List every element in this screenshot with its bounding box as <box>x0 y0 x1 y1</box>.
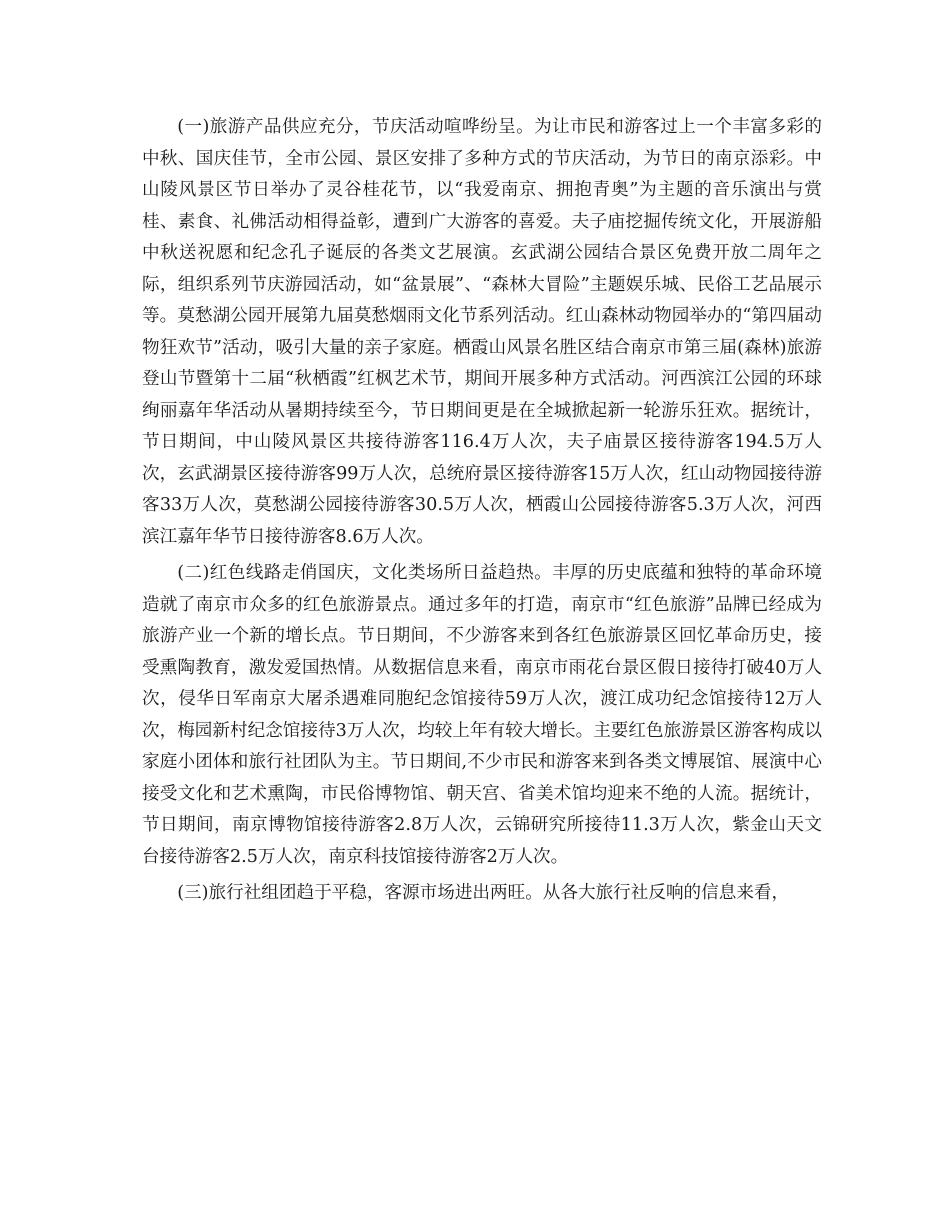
paragraph-festival-activities: (一)旅游产品供应充分，节庆活动喧哗纷呈。为让市民和游客过上一个丰富多彩的中秋、国庆佳节，全市公园、景区安排了多种方式的节庆活动，为节日的南京添彩。中山陵风景区节日举办了灵谷桂花节，以“我爱南京、拥抱青奥”为主题的音乐演出与赏桂、素食、礼佛活动相得益彰，遭到广大游客的喜爱。夫子庙挖掘传统文化，开展游船中秋送祝愿和纪念孔子诞辰的各类文艺展演。玄武湖公园结合景区免费开放二周年之际，组织系列节庆游园活动，如“盆景展”、“森林大冒险”主题娱乐城、民俗工艺品展示等。莫愁湖公园开展第九届莫愁烟雨文化节系列活动。红山森林动物园举办的“第四届动物狂欢节”活动，吸引大量的亲子家庭。栖霞山风景名胜区结合南京市第三届(森林)旅游登山节暨第十二届“秋栖霞”红枫艺术节，期间开展多种方式活动。河西滨江公园的环球绚丽嘉年华活动从暑期持续至今，节日期间更是在全城掀起新一轮游乐狂欢。据统计，节日期间，中山陵风景区共接待游客116.4万人次，夫子庙景区接待游客194.5万人次，玄武湖景区接待游客99万人次，总统府景区接待游客15万人次，红山动物园接待游客33万人次，莫愁湖公园接待游客30.5万人次，栖霞山公园接待游客5.3万人次，河西滨江嘉年华节日接待游客8.6万人次。 <box>142 117 822 547</box>
paragraph-travel-agencies: (三)旅行社组团趋于平稳，客源市场进出两旺。从各大旅行社反响的信息来看， <box>177 883 790 903</box>
document-body <box>142 112 822 915</box>
paragraph-red-tourism: (二)红色线路走俏国庆，文化类场所日益趋热。丰厚的历史底蕴和独特的革命环境造就了南京市众多的红色旅游景点。通过多年的打造，南京市“红色旅游”品牌已经成为旅游产业一个新的增长点。节日期间，不少游客来到各红色旅游景区回忆革命历史，接受熏陶教育，激发爱国热情。从数据信息来看，南京市雨花台景区假日接待打破40万人次，侵华日军南京大屠杀遇难同胞纪念馆接待59万人次，渡江成功纪念馆接待12万人次，梅园新村纪念馆接待3万人次，均较上年有较大增长。主要红色旅游景区游客构成以家庭小团体和旅行社团队为主。节日期间,不少市民和游客来到各类文博展馆、展演中心接受文化和艺术熏陶，市民俗博物馆、朝天宫、省美术馆均迎来不绝的人流。据统计，节日期间，南京博物馆接待游客2.8万人次，云锦研究所接待11.3万人次，紫金山天文台接待游客2.5万人次，南京科技馆接待游客2万人次。 <box>142 563 822 867</box>
